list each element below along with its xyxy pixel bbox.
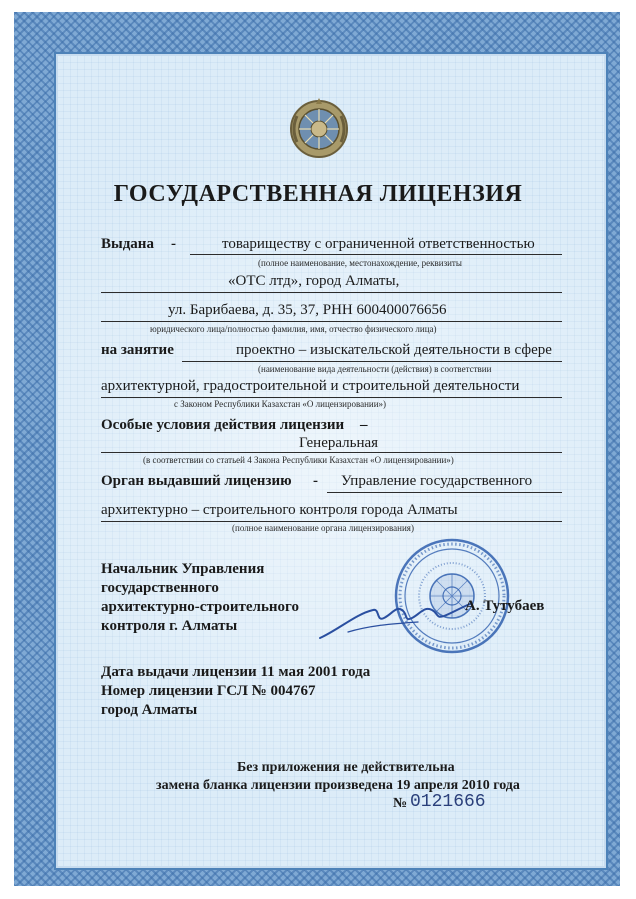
- issued-note-1: (полное наименование, местонахождение, реквизиты: [258, 258, 462, 268]
- underline: [182, 361, 562, 362]
- issued-line-3: ул. Барибаева, д. 35, 37, РНН 600400076656: [168, 302, 447, 318]
- signer-name: А. Тутубаев: [465, 598, 545, 614]
- conditions-value: Генеральная: [299, 435, 379, 451]
- serial-label: №: [393, 796, 408, 811]
- underline: [101, 397, 562, 398]
- footer-line-2: замена бланка лицензии произведена 19 апреля 2010 года: [156, 778, 520, 793]
- head-line-1: Начальник Управления: [101, 561, 265, 577]
- conditions-label: Особые условия действия лицензии: [101, 417, 345, 433]
- issue-city: город Алматы: [101, 702, 198, 718]
- authority-line-1: Управление государственного: [341, 473, 533, 489]
- underline: [101, 521, 562, 522]
- authority-line-2: архитектурно – строительного контроля города Алматы: [101, 502, 458, 518]
- activity-note-1: (наименование вида деятельности (действия) в соответствии: [258, 364, 492, 374]
- head-line-3: архитектурно-строительного: [101, 599, 299, 615]
- underline: [101, 452, 562, 453]
- underline: [327, 492, 562, 493]
- issued-label: Выдана: [101, 236, 154, 252]
- activity-line-1: проектно – изыскательской деятельности в сфере: [236, 342, 552, 358]
- conditions-dash: –: [360, 417, 368, 433]
- head-line-4: контроля г. Алматы: [101, 618, 238, 634]
- authority-label: Орган выдавший лицензию: [101, 473, 292, 489]
- activity-note-2: с Законом Республики Казахстан «О лицензировании»): [174, 399, 387, 409]
- authority-dash: -: [313, 473, 318, 489]
- issued-dash: -: [171, 236, 176, 252]
- authority-note: (полное наименование органа лицензирования): [232, 523, 414, 533]
- head-line-2: государственного: [101, 580, 219, 596]
- handwritten-signature: [318, 592, 473, 647]
- underline: [101, 321, 562, 322]
- underline: [190, 254, 562, 255]
- license-number: Номер лицензии ГСЛ № 004767: [101, 683, 316, 699]
- conditions-note: (в соответствии со статьей 4 Закона Республики Казахстан «О лицензировании»): [143, 455, 454, 465]
- issued-note-2: юридического лица/полностью фамилия, имя, отчество физического лица): [150, 324, 437, 334]
- issued-line-2: «ОТС лтд», город Алматы,: [228, 273, 400, 289]
- document-title: ГОСУДАРСТВЕННАЯ ЛИЦЕНЗИЯ: [113, 181, 523, 207]
- issued-line-1: товариществу с ограниченной ответственностью: [222, 236, 535, 252]
- activity-line-2: архитектурной, градостроительной и строительной деятельности: [101, 378, 520, 394]
- issue-date: Дата выдачи лицензии 11 мая 2001 года: [101, 664, 371, 680]
- footer-line-1: Без приложения не действительна: [237, 760, 455, 775]
- underline: [101, 292, 562, 293]
- serial-number: 0121666: [410, 792, 486, 812]
- state-emblem-icon: [287, 96, 351, 162]
- activity-label: на занятие: [101, 342, 174, 358]
